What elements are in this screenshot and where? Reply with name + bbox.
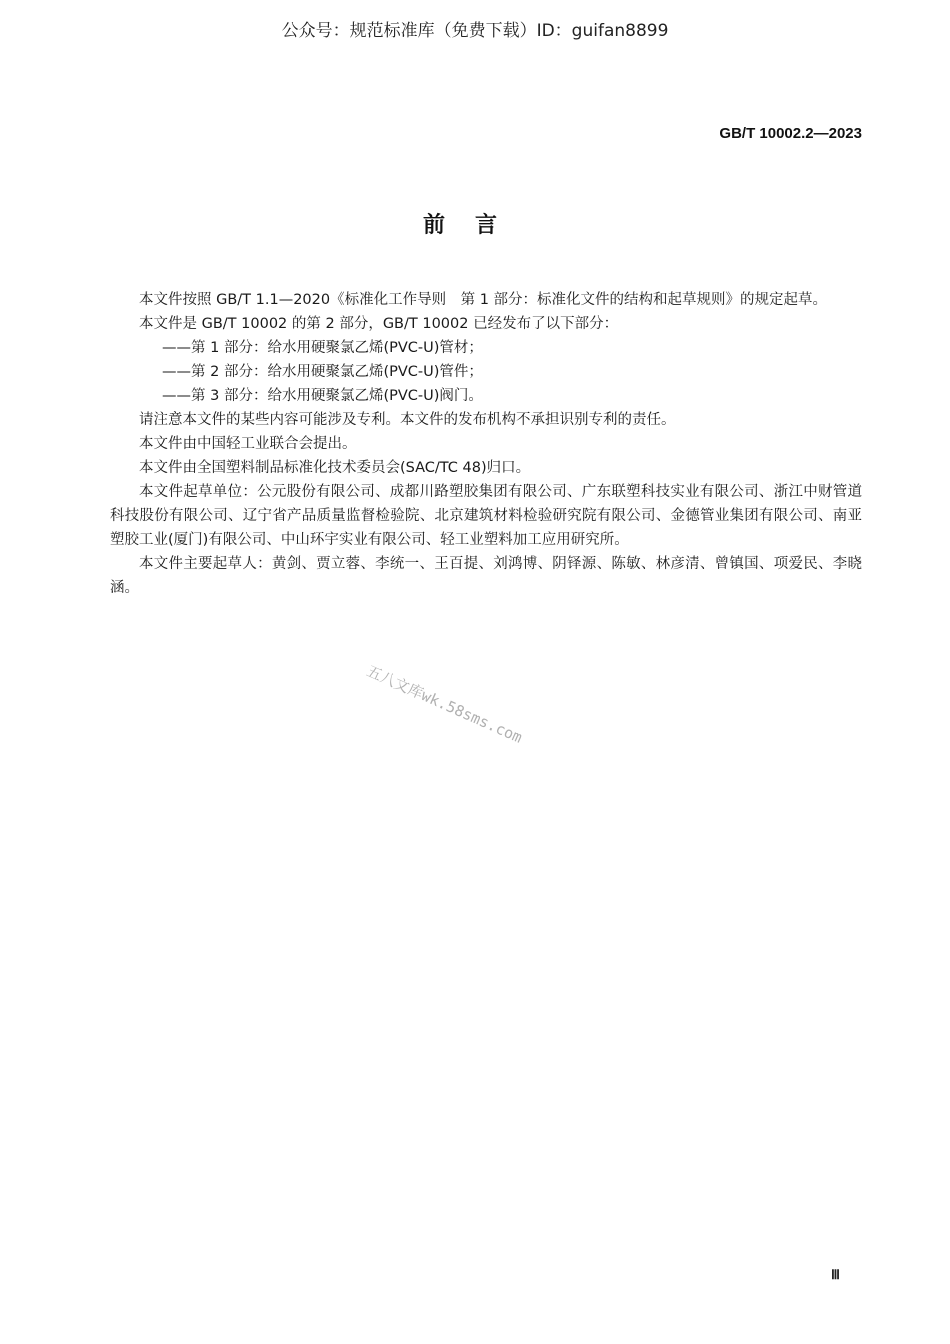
standard-number: GB/T 10002.2—2023	[719, 125, 862, 142]
list-item-part-1: ——第 1 部分：给水用硬聚氯乙烯(PVC-U)管材；	[162, 340, 483, 356]
page-number: Ⅲ	[831, 1267, 840, 1282]
page-title: 前言	[422, 213, 527, 238]
paragraph-committee: 本文件由全国塑料制品标准化技术委员会(SAC/TC 48)归口。	[139, 460, 531, 476]
foreword-body	[110, 288, 862, 600]
paragraph-drafters: 本文件主要起草人：黄剑、贾立蓉、李统一、王百提、刘鸿博、阴铎源、陈敏、林彦清、曾镇国、项爱民、李晓涵。	[110, 556, 862, 596]
paragraph-part-intro: 本文件是 GB/T 10002 的第 2 部分，GB/T 10002 已经发布了以下部分：	[139, 316, 619, 332]
paragraph-drafting-units: 本文件起草单位：公元股份有限公司、成都川路塑胶集团有限公司、广东联塑科技实业有限公司、浙江中财管道科技股份有限公司、辽宁省产品质量监督检验院、北京建筑材料检验研究院有限公司、金德管业集团有限公司、南亚塑胶工业(厦门)有限公司、中山环宇实业有限公司、轻工业塑料加工应用研究所。	[110, 484, 862, 548]
list-item-part-3: ——第 3 部分：给水用硬聚氯乙烯(PVC-U)阀门。	[162, 388, 483, 404]
watermark: 五八文库wk.58sms.com	[363, 661, 526, 747]
paragraph-proposer: 本文件由中国轻工业联合会提出。	[139, 436, 357, 452]
paragraph-patent-notice: 请注意本文件的某些内容可能涉及专利。本文件的发布机构不承担识别专利的责任。	[139, 412, 676, 428]
top-banner: 公众号：规范标准库（免费下载）ID：guifan8899	[281, 21, 669, 41]
list-item-part-2: ——第 2 部分：给水用硬聚氯乙烯(PVC-U)管件；	[162, 364, 483, 380]
paragraph-drafting-rules: 本文件按照 GB/T 1.1—2020《标准化工作导则 第 1 部分：标准化文件的结构和起草规则》的规定起草。	[139, 292, 828, 308]
